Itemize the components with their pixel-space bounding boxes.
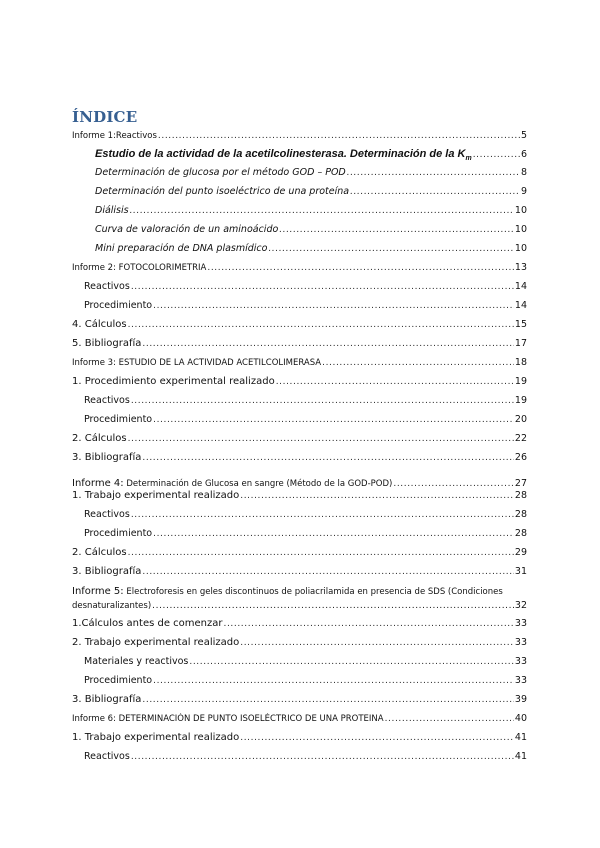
leader-dots (152, 600, 514, 613)
toc-entry-page: 19 (514, 395, 527, 406)
toc-entry[interactable] (95, 243, 527, 254)
toc-entry[interactable] (72, 490, 527, 501)
toc-entry-label: Reactivos (84, 751, 130, 762)
toc-entry[interactable] (84, 528, 527, 539)
leader-dots (224, 619, 514, 629)
toc-entry-label: Estudio de la actividad de la acetilcolinesterasa. Determinación de la $K_m$ (95, 148, 472, 163)
leader-dots (350, 187, 520, 197)
toc-entry-label: Informe 6: DETERMINACIÓN DE PUNTO ISOELÉCTRICO DE UNA PROTEINA (72, 714, 384, 724)
toc-entry-label: 5. Bibliografía (72, 338, 142, 349)
toc-entry[interactable] (72, 130, 527, 141)
toc-entry-label: Materiales y reactivos (84, 656, 189, 667)
toc-entry-page: 33 (514, 675, 527, 686)
toc-entry-label: 1.Cálculos antes de comenzar (72, 618, 223, 629)
toc-entry-page: 18 (514, 357, 527, 368)
toc-entry-label: 3. Bibliografía (72, 452, 142, 463)
toc-entry-page: 33 (514, 656, 527, 667)
toc-entry[interactable] (72, 732, 527, 743)
toc-entry[interactable] (95, 224, 527, 235)
toc-entry[interactable] (72, 319, 527, 330)
toc-entry[interactable] (84, 414, 527, 425)
toc-entry-label: Procedimiento (84, 300, 153, 311)
toc-entry-label: Procedimiento (84, 675, 153, 686)
leader-dots (130, 206, 514, 216)
toc-entry-label: Diálisis (95, 205, 129, 216)
leader-dots (131, 396, 514, 406)
toc-entry[interactable] (72, 547, 527, 558)
leader-dots (131, 282, 514, 292)
leader-dots (131, 510, 514, 520)
leader-dots (347, 168, 520, 178)
toc-entry-page: 28 (514, 528, 527, 539)
leader-dots (128, 548, 514, 558)
toc-entry-label: Curva de valoración de un aminoácido (95, 224, 279, 235)
toc-entry[interactable] (72, 618, 527, 629)
toc-entry-page: 27 (514, 478, 527, 489)
toc-entry-page: 9 (520, 186, 527, 197)
leader-dots (189, 657, 514, 667)
leader-dots (240, 733, 514, 743)
toc-entry-page: 19 (514, 376, 527, 387)
leader-dots (279, 225, 514, 235)
toc-entry-label: Reactivos (84, 395, 130, 406)
toc-entry[interactable] (72, 637, 527, 648)
leader-dots (385, 714, 514, 724)
leader-dots (153, 301, 514, 311)
toc-entry-label: Informe 4: Determinación de Glucosa en sangre (Método de la GOD-POD) (72, 478, 393, 489)
toc-entry[interactable] (72, 338, 527, 349)
leader-dots (240, 638, 514, 648)
leader-dots (128, 320, 514, 330)
toc-entry[interactable] (72, 471, 527, 490)
toc-entry[interactable] (84, 751, 527, 762)
toc-entry[interactable] (72, 357, 527, 368)
toc-entry-page: 28 (514, 509, 527, 520)
toc-entry-page: 10 (514, 243, 527, 254)
toc-entry-label: Procedimiento (84, 528, 153, 539)
leader-dots (131, 752, 514, 762)
toc-entry-label: Determinación de glucosa por el método GOD – POD (95, 167, 346, 178)
toc-entry[interactable] (84, 300, 527, 311)
toc-entry[interactable] (95, 148, 527, 162)
toc-entry-label: 2. Trabajo experimental realizado (72, 637, 240, 648)
toc-entry[interactable] (95, 205, 527, 216)
toc-entry-page: 10 (514, 205, 527, 216)
leader-dots (128, 434, 514, 444)
toc-entry-page: 41 (514, 732, 527, 743)
toc-entry[interactable] (72, 433, 527, 444)
toc-entry-label: Determinación del punto isoeléctrico de una proteína (95, 186, 350, 197)
toc-entry-label-line2: desnaturalizantes) ..... 32 (72, 599, 527, 613)
toc-entry[interactable] (72, 452, 527, 463)
toc-entry[interactable] (84, 281, 527, 292)
toc-entry-label: Procedimiento (84, 414, 153, 425)
toc-entry[interactable] (95, 167, 527, 178)
toc-entry[interactable] (72, 376, 527, 387)
toc-entry-label: 1. Procedimiento experimental realizado (72, 376, 275, 387)
toc-entry-label: Mini preparación de DNA plasmídico (95, 243, 268, 254)
toc-entry-label: Informe 3: ESTUDIO DE LA ACTIVIDAD ACETILCOLIMERASA (72, 358, 322, 368)
toc-entry-page: 41 (514, 751, 527, 762)
toc-entry-page: 15 (514, 319, 527, 330)
toc-entry-page: 8 (520, 167, 527, 178)
toc-entry[interactable] (84, 675, 527, 686)
leader-dots (473, 150, 520, 160)
toc-entry-label: 3. Bibliografía (72, 694, 142, 705)
toc-entry-label-line1: Informe 5: Electroforesis en geles discontinuos de poliacrilamida en presencia de SDS (Condiciones (72, 586, 503, 597)
leader-dots (153, 529, 514, 539)
toc-entry-label: Reactivos (84, 509, 130, 520)
toc-entry-label: 3. Bibliografía (72, 566, 142, 577)
toc-entry-page: 20 (514, 414, 527, 425)
toc-entry-label: Reactivos (84, 281, 130, 292)
toc-entry-page: 26 (514, 452, 527, 463)
toc-entry-page: 6 (520, 149, 527, 160)
toc-entry-page: 17 (514, 338, 527, 349)
leader-dots (240, 491, 514, 501)
leader-dots (268, 244, 513, 254)
toc-entry-label: 4. Cálculos (72, 319, 127, 330)
toc-entry[interactable] (72, 566, 527, 577)
leader-dots (142, 339, 514, 349)
toc-heading: ÍNDICE (72, 108, 138, 126)
toc-entry-label: Informe 1:Reactivos (72, 131, 157, 141)
toc-entry-page: 13 (514, 262, 527, 273)
toc-entry-page: 28 (514, 490, 527, 501)
leader-dots (393, 479, 514, 489)
toc-entry-page: 33 (514, 637, 527, 648)
toc-entry[interactable] (95, 186, 527, 197)
toc-entry-label: 2. Cálculos (72, 433, 127, 444)
toc-entry[interactable] (72, 585, 527, 613)
toc-entry-label: 1. Trabajo experimental realizado (72, 490, 240, 501)
toc-entry-page: 14 (514, 281, 527, 292)
toc-entry-page: 31 (514, 566, 527, 577)
toc-entry[interactable] (72, 713, 527, 724)
toc-entry[interactable] (84, 509, 527, 520)
leader-dots (276, 377, 514, 387)
toc-entry-page: 39 (514, 694, 527, 705)
leader-dots (207, 263, 514, 273)
toc-entry-page: 10 (514, 224, 527, 235)
toc-entry-label: 1. Trabajo experimental realizado (72, 732, 240, 743)
leader-dots (142, 695, 514, 705)
toc-entry[interactable] (72, 262, 527, 273)
leader-dots (153, 415, 514, 425)
leader-dots (158, 131, 520, 141)
toc-entry-page: 5 (520, 130, 527, 141)
toc-entry[interactable] (72, 694, 527, 705)
toc-entry-page: 33 (514, 618, 527, 629)
leader-dots (322, 358, 514, 368)
leader-dots (142, 567, 514, 577)
toc-entry-page: 22 (514, 433, 527, 444)
toc-entry[interactable] (84, 656, 527, 667)
toc-entry-label: 2. Cálculos (72, 547, 127, 558)
toc-entry-page: 29 (514, 547, 527, 558)
toc-entry-page: 32 (514, 600, 527, 611)
toc-entry-page: 14 (514, 300, 527, 311)
toc-entry-label: Informe 2: FOTOCOLORIMETRIA (72, 263, 207, 273)
leader-dots (153, 676, 514, 686)
toc-entry[interactable] (84, 395, 527, 406)
leader-dots (142, 453, 514, 463)
toc-entry-page: 40 (514, 713, 527, 724)
